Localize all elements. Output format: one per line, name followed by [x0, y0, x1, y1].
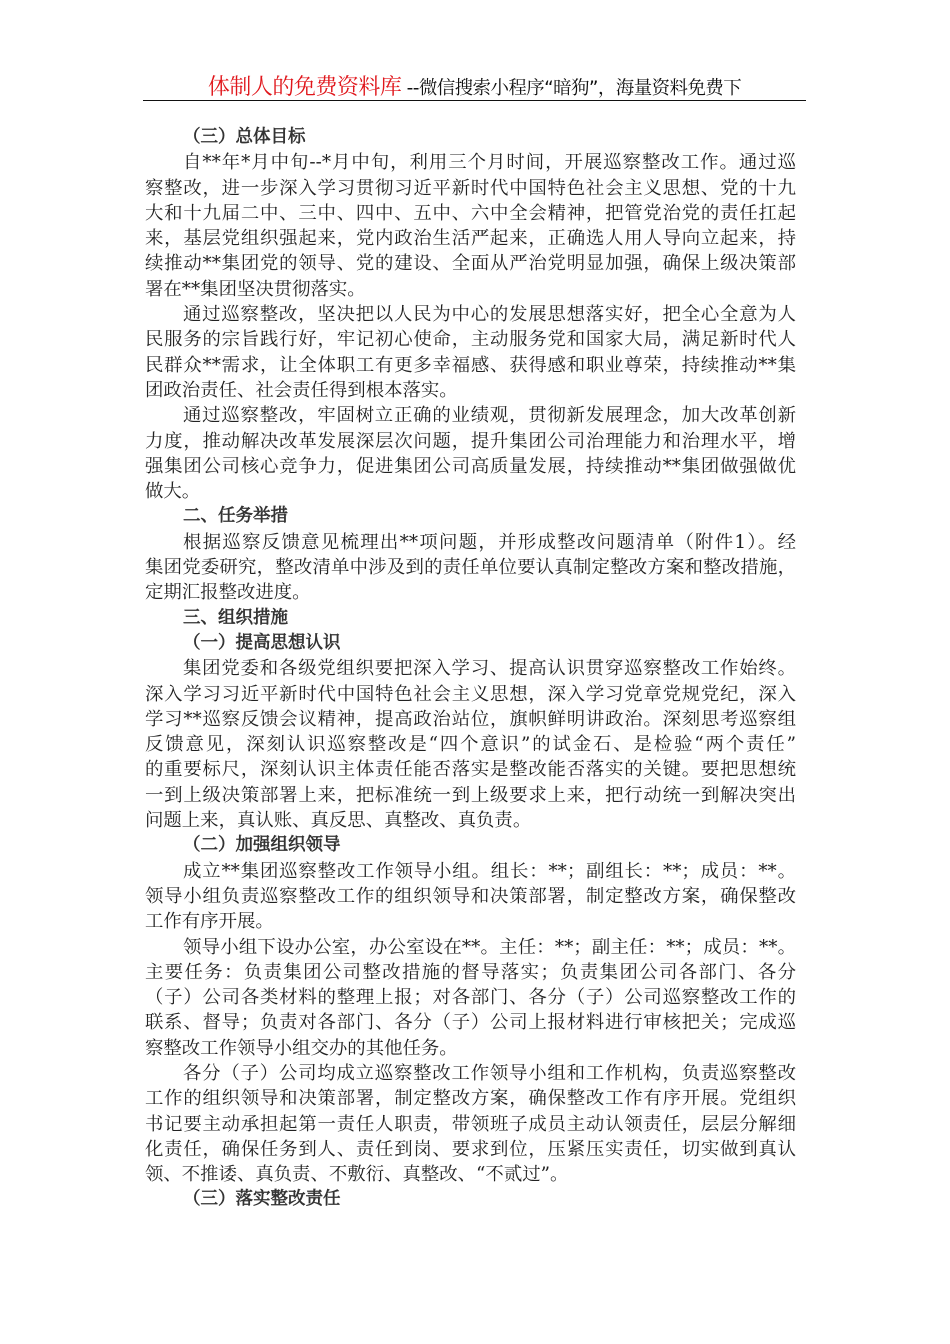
paragraph-line: 成立**集团巡察整改工作领导小组。组长：**；副组长：**；成员：**。	[183, 860, 796, 882]
paragraph-line: 领导小组负责巡察整改工作的组织领导和决策部署，制定整改方案，确保整改	[145, 885, 796, 907]
heading-text: （二）加强组织领导	[183, 835, 341, 856]
section-heading	[145, 1187, 796, 1212]
paragraph-line: 集团党委研究，整改清单中涉及到的责任单位要认真制定整改方案和整改措施，	[145, 557, 796, 579]
paragraph	[145, 302, 796, 403]
paragraph-line: 民群众**需求，让全体职工有更多幸福感、获得感和职业尊荣，持续推动**集	[145, 354, 796, 376]
paragraph-line: 续推动**集团党的领导、党的建设、全面从严治党明显加强，确保上级决策部	[145, 253, 796, 275]
paragraph	[145, 859, 796, 935]
heading-text: （三）落实整改责任	[183, 1189, 341, 1210]
paragraph-line: 书记要主动承担起第一责任人职责，带领班子成员主动认领责任，层层分解细	[145, 1113, 796, 1135]
paragraph-line: 集团党委和各级党组织要把深入学习、提高认识贯穿巡察整改工作始终。	[183, 658, 796, 680]
paragraph-line: 来，基层党组织强起来，党内政治生活严起来，正确选人用人导向立起来，持	[145, 228, 796, 250]
paragraph-line: 强集团公司核心竞争力，促进集团公司高质量发展，持续推动**集团做强做优	[145, 455, 796, 477]
paragraph-line: 一到上级决策部署上来，把标准统一到上级要求上来，把行动统一到解决突出	[145, 784, 796, 806]
header-slogan: --微信搜索小程序“暗狗”，海量资料免费下	[401, 78, 742, 99]
paragraph-line: 的重要标尺，深刻认识主体责任能否落实是整改能否落实的关键。要把思想统	[145, 759, 796, 781]
header-divider	[143, 100, 806, 101]
paragraph-line: 自**年*月中旬--*月中旬，利用三个月时间，开展巡察整改工作。通过巡	[183, 152, 796, 174]
paragraph-line: 署在**集团坚决贯彻落实。	[145, 278, 366, 300]
paragraph-line: 深入学习习近平新时代中国特色社会主义思想，深入学习党章党规党纪，深入	[145, 683, 796, 705]
section-heading	[145, 631, 796, 656]
paragraph-line: 大和十九届二中、三中、四中、五中、六中全会精神，把管党治党的责任扛起	[145, 202, 796, 224]
section-heading	[145, 606, 796, 631]
paragraph-line: 学习**巡察反馈会议精神，提高政治站位，旗帜鲜明讲政治。深刻思考巡察组	[145, 708, 796, 730]
paragraph	[145, 1061, 796, 1187]
paragraph-line: 察整改工作领导小组交办的其他任务。	[145, 1037, 458, 1059]
paragraph	[145, 656, 796, 833]
paragraph-line: 主要任务：负责集团公司整改措施的督导落实；负责集团公司各部门、各分	[145, 961, 796, 983]
paragraph-line: 做大。	[145, 481, 201, 503]
paragraph-line: 察整改，进一步深入学习贯彻习近平新时代中国特色社会主义思想、党的十九	[145, 177, 796, 199]
paragraph-line: 反馈意见，深刻认识巡察整改是“四个意识”的试金石、是检验“两个责任”	[145, 734, 796, 756]
page-header	[143, 70, 806, 100]
heading-text: 三、组织措施	[183, 607, 288, 628]
paragraph	[145, 403, 796, 504]
paragraph-line: 领导小组下设办公室，办公室设在**。主任：**；副主任：**；成员：**。	[183, 936, 796, 958]
paragraph-line: 问题上来，真认账、真反思、真整改、真负责。	[145, 810, 532, 832]
document-body	[145, 125, 796, 1213]
paragraph	[145, 935, 796, 1061]
paragraph-line: 团政治责任、社会责任得到根本落实。	[145, 379, 458, 401]
paragraph-line: 联系、督导；负责对各部门、各分（子）公司上报材料进行审核把关；完成巡	[145, 1012, 796, 1034]
section-heading	[145, 125, 796, 150]
heading-text: （一）提高思想认识	[183, 632, 341, 653]
paragraph-line: 化责任，确保任务到人、责任到岗、要求到位，压紧压实责任，切实做到真认	[145, 1138, 796, 1160]
paragraph-line: （子）公司各类材料的整理上报；对各部门、各分（子）公司巡察整改工作的	[145, 987, 796, 1009]
section-heading	[145, 504, 796, 529]
paragraph-line: 工作的组织领导和决策部署，制定整改方案，确保整改工作有序开展。党组织	[145, 1088, 796, 1110]
section-heading	[145, 833, 796, 858]
paragraph-line: 各分（子）公司均成立巡察整改工作领导小组和工作机构，负责巡察整改	[183, 1062, 796, 1084]
paragraph-line: 通过巡察整改，坚决把以人民为中心的发展思想落实好，把全心全意为人	[183, 304, 796, 326]
paragraph-line: 工作有序开展。	[145, 911, 274, 933]
paragraph-line: 力度，推动解决改革发展深层次问题，提升集团公司治理能力和治理水平，增	[145, 430, 796, 452]
paragraph-line: 民服务的宗旨践行好，牢记初心使命，主动服务党和国家大局，满足新时代人	[145, 329, 796, 351]
header-brand: 体制人的免费资料库	[207, 75, 402, 100]
paragraph-line: 定期汇报整改进度。	[145, 582, 311, 604]
heading-text: （三）总体目标	[183, 127, 306, 147]
paragraph-line: 根据巡察反馈意见梳理出**项问题，并形成整改问题清单（附件1）。经	[183, 531, 796, 553]
heading-text: 二、任务举措	[183, 506, 288, 527]
paragraph	[145, 530, 796, 606]
paragraph-line: 领、不推诿、真负责、不敷衍、真整改、“不贰过”。	[145, 1164, 569, 1186]
paragraph	[145, 150, 796, 302]
paragraph-line: 通过巡察整改，牢固树立正确的业绩观，贯彻新发展理念，加大改革创新	[183, 405, 796, 427]
